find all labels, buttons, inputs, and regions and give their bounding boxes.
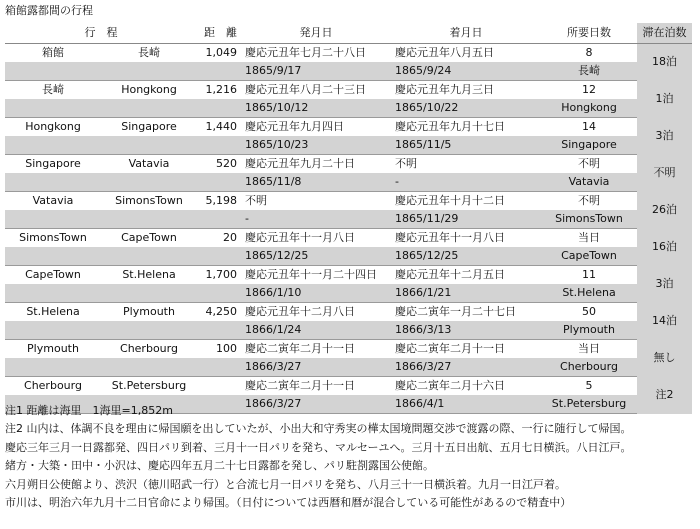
leg-stay: 18泊 [637,44,692,81]
leg-arrival-western: 1865/11/5 [391,136,541,155]
leg-place: Cherbourg [541,358,637,377]
leg-departure-western: 1865/10/23 [241,136,391,155]
leg-days: 当日 [578,342,600,355]
leg-departure-western: - [241,210,391,229]
leg-distance: 1,216 [205,83,237,96]
leg-spacer [5,62,241,81]
header-distance: 距 離 [197,23,241,44]
leg-arrival: 慶応二寅年二月十六日 [395,379,505,392]
itinerary-table [5,23,692,414]
leg-departure: 慶応元丑年九月四日 [245,120,344,133]
leg-stay: 14泊 [637,303,692,340]
leg-to: Hongkong [121,83,177,96]
leg-date-row [5,99,692,118]
leg-to: Cherbourg [120,342,178,355]
leg-date-row [5,284,692,303]
leg-spacer [5,173,241,192]
leg-arrival: 慶応元丑年八月五日 [395,46,494,59]
leg-departure: 慶応元丑年十一月八日 [245,231,355,244]
leg-distance [197,377,241,396]
leg-date-row [5,358,692,377]
leg-spacer [5,99,241,118]
leg-arrival: 慶応元丑年十二月五日 [395,268,505,281]
leg-days: 50 [582,305,596,318]
leg-row [5,118,692,137]
leg-days: 不明 [578,157,600,170]
note-line: 注1 距離は海里 1海里=1,852m [5,404,173,417]
leg-row [5,81,692,100]
notes [5,402,632,512]
leg-distance: 5,198 [205,194,237,207]
leg-departure: 慶応元丑年十一月二十四日 [245,268,377,281]
leg-arrival: 慶応二寅年一月二十七日 [395,305,516,318]
leg-place: Plymouth [541,321,637,340]
leg-arrival: 慶応元丑年九月三日 [395,83,494,96]
leg-from: Plymouth [27,342,79,355]
header-stay: 滞在泊数 [637,23,692,44]
note-line: 注2 山内は、体調不良を理由に帰国願を出していたが、小出大和守秀実の樺太国境問題交渉で渡露の際、一行に随行して帰国。 [5,422,632,436]
leg-days: 不明 [578,194,600,207]
leg-from: Singapore [25,157,81,170]
leg-place: St.Helena [541,284,637,303]
leg-row [5,192,692,211]
leg-arrival: 慶応元丑年十月十二日 [395,194,505,207]
leg-to: St.Helena [122,268,176,281]
leg-from: Hongkong [25,120,81,133]
leg-departure-western: 1866/3/27 [241,395,391,414]
header-row [5,23,692,44]
leg-date-row [5,173,692,192]
leg-place: St.Petersburg [541,395,637,414]
leg-place: SimonsTown [541,210,637,229]
leg-arrival-western: 1865/12/25 [391,247,541,266]
itinerary-body [5,44,692,414]
leg-to: Singapore [121,120,177,133]
leg-stay: 注2 [637,377,692,414]
note-line: 六月朔日公使館より、渋沢（徳川昭武一行）と合流七月一日パリを発ち、八月三十一日横浜着。九月一日江戸着。 [5,477,566,491]
leg-arrival-western: 1866/1/21 [391,284,541,303]
leg-arrival-western: 1866/4/1 [391,395,541,414]
leg-departure: 慶応元丑年七月二十八日 [245,46,366,59]
leg-date-row [5,321,692,340]
leg-departure-western: 1865/10/12 [241,99,391,118]
leg-stay: 3泊 [637,266,692,303]
leg-from: CapeTown [25,268,81,281]
note-line: 市川は、明治六年九月十二日官命により帰国。（日付については西暦和暦が混合している可能性があるので精査中） [5,495,572,509]
leg-departure: 不明 [245,194,267,207]
leg-date-row [5,136,692,155]
leg-to: SimonsTown [115,194,183,207]
leg-arrival-western: 1865/10/22 [391,99,541,118]
leg-row [5,44,692,63]
leg-arrival-western: 1866/3/27 [391,358,541,377]
leg-distance: 1,700 [205,268,237,281]
leg-arrival: 不明 [395,157,417,170]
leg-from: Vatavia [32,194,74,207]
leg-departure-western: 1866/1/24 [241,321,391,340]
leg-arrival: 慶応元丑年十一月八日 [395,231,505,244]
leg-date-row [5,62,692,81]
leg-distance: 1,440 [205,120,237,133]
leg-days: 14 [582,120,596,133]
leg-distance: 4,250 [205,305,237,318]
leg-place: Vatavia [541,173,637,192]
leg-from: 箱館 [42,46,64,59]
leg-departure: 慶応元丑年八月二十三日 [245,83,366,96]
leg-from: St.Helena [26,305,80,318]
leg-distance: 20 [223,231,237,244]
leg-arrival-western: 1865/11/29 [391,210,541,229]
leg-row [5,303,692,322]
leg-arrival: 慶応元丑年九月十七日 [395,120,505,133]
header-days: 所要日数 [541,23,637,44]
leg-days: 12 [582,83,596,96]
leg-arrival-western: - [391,173,541,192]
leg-days: 5 [585,379,593,392]
leg-stay: 不明 [637,155,692,192]
leg-distance: 520 [216,157,237,170]
leg-to: CapeTown [121,231,177,244]
leg-departure-western: 1866/1/10 [241,284,391,303]
leg-spacer [5,284,241,303]
leg-place: Hongkong [541,99,637,118]
leg-departure: 慶応二寅年二月十一日 [245,379,355,392]
leg-distance: 1,049 [205,46,237,59]
leg-from: Cherbourg [24,379,82,392]
leg-row [5,340,692,359]
leg-from: 長崎 [42,83,64,96]
leg-departure: 慶応元丑年九月二十日 [245,157,355,170]
header-route: 行 程 [5,23,197,44]
leg-days: 11 [582,268,596,281]
leg-arrival-western: 1866/3/13 [391,321,541,340]
table-caption: 箱館露都間の行程 [5,4,93,17]
leg-departure: 慶応二寅年二月十一日 [245,342,355,355]
leg-row [5,377,692,396]
leg-stay: 26泊 [637,192,692,229]
leg-to: St.Petersburg [111,379,187,392]
leg-row [5,229,692,248]
leg-stay: 1泊 [637,81,692,118]
leg-days: 当日 [578,231,600,244]
leg-from: SimonsTown [19,231,87,244]
leg-spacer [5,247,241,266]
leg-spacer [5,358,241,377]
header-departure: 発月日 [241,23,391,44]
leg-to: Vatavia [128,157,170,170]
leg-to: Plymouth [123,305,175,318]
leg-departure-western: 1866/3/27 [241,358,391,377]
leg-spacer [5,210,241,229]
note-line: 慶応三年三月一日露都発、四日パリ到着、三月十一日パリを発ち、マルセーユへ。三月十五日出航、五月七日横浜。八日江戸。 [5,440,632,454]
note-line: 緒方・大築・田中・小沢は、慶応四年五月二十七日露都を発し、パリ駐剳露国公使館。 [5,459,434,473]
leg-place: 長崎 [541,62,637,81]
header-arrival: 着月日 [391,23,541,44]
leg-days: 8 [585,46,593,59]
leg-departure-western: 1865/11/8 [241,173,391,192]
leg-row [5,266,692,285]
leg-date-row [5,247,692,266]
leg-departure-western: 1865/9/17 [241,62,391,81]
leg-spacer [5,321,241,340]
leg-stay: 3泊 [637,118,692,155]
leg-row [5,155,692,174]
leg-arrival: 慶応二寅年二月十一日 [395,342,505,355]
leg-stay: 無し [637,340,692,377]
leg-place: Singapore [541,136,637,155]
leg-departure-western: 1865/12/25 [241,247,391,266]
leg-arrival-western: 1865/9/24 [391,62,541,81]
leg-departure: 慶応元丑年十二月八日 [245,305,355,318]
leg-to: 長崎 [138,46,160,59]
leg-spacer [5,136,241,155]
leg-distance: 100 [216,342,237,355]
leg-place: CapeTown [541,247,637,266]
leg-stay: 16泊 [637,229,692,266]
leg-date-row [5,210,692,229]
